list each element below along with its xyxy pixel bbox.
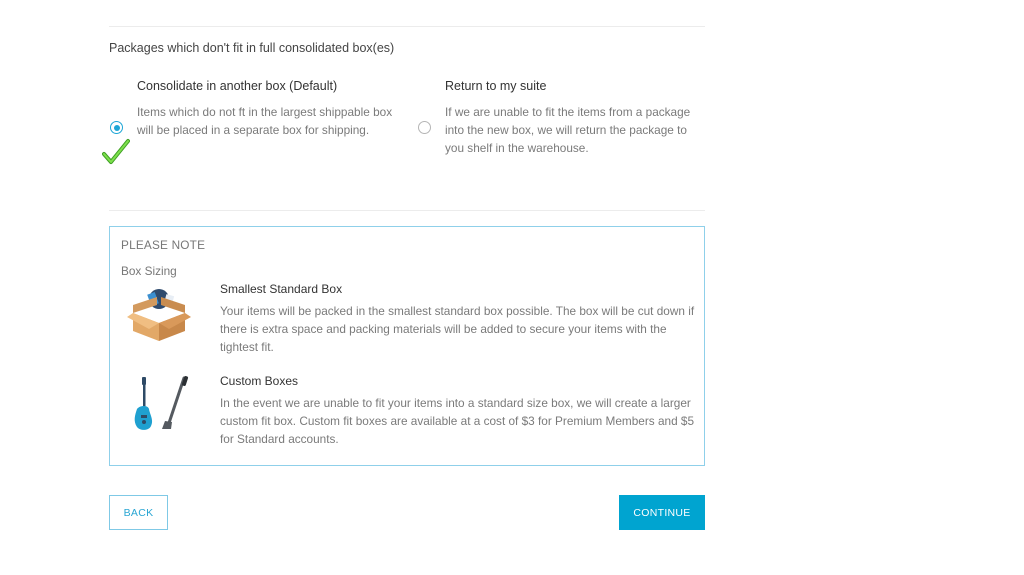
- checkmark-icon: [102, 138, 130, 166]
- option-return-description: If we are unable to fit the items from a package into the new box, we will return the package to you shelf in the warehouse.: [445, 105, 691, 155]
- custom-boxes-title: Custom Boxes: [220, 374, 299, 388]
- please-note-box: [109, 226, 705, 466]
- top-divider: [109, 26, 705, 27]
- standard-box-description: Your items will be packed in the smallest standard box possible. The box will be cut down if there is extra space and packing materials will be added to secure your items with the tightest fit.: [220, 304, 695, 354]
- note-title: PLEASE NOTE: [121, 238, 206, 252]
- option-consolidate-description: Items which do not ft in the largest shippable box will be placed in a separate box for shipping.: [137, 105, 393, 137]
- option-consolidate-label: Consolidate in another box (Default): [137, 79, 338, 93]
- custom-boxes-description: In the event we are unable to fit your items into a standard size box, we will create a larger custom fit box. Custom fit boxes are available at a cost of $3 for Premium Members and $5 for Standard accounts.: [220, 396, 695, 446]
- middle-divider: [109, 210, 705, 211]
- consolidate-radio[interactable]: [110, 121, 123, 134]
- continue-button[interactable]: CONTINUE: [619, 495, 705, 530]
- open-box-icon: [127, 285, 193, 341]
- section-title: Packages which don't fit in full consolidated box(es): [109, 41, 395, 55]
- standard-box-title: Smallest Standard Box: [220, 282, 343, 296]
- guitar-golf-club-icon: [131, 375, 191, 433]
- return-radio[interactable]: [418, 121, 431, 134]
- option-return-label: Return to my suite: [445, 79, 547, 93]
- back-button[interactable]: BACK: [109, 495, 168, 530]
- note-subtitle: Box Sizing: [121, 264, 177, 278]
